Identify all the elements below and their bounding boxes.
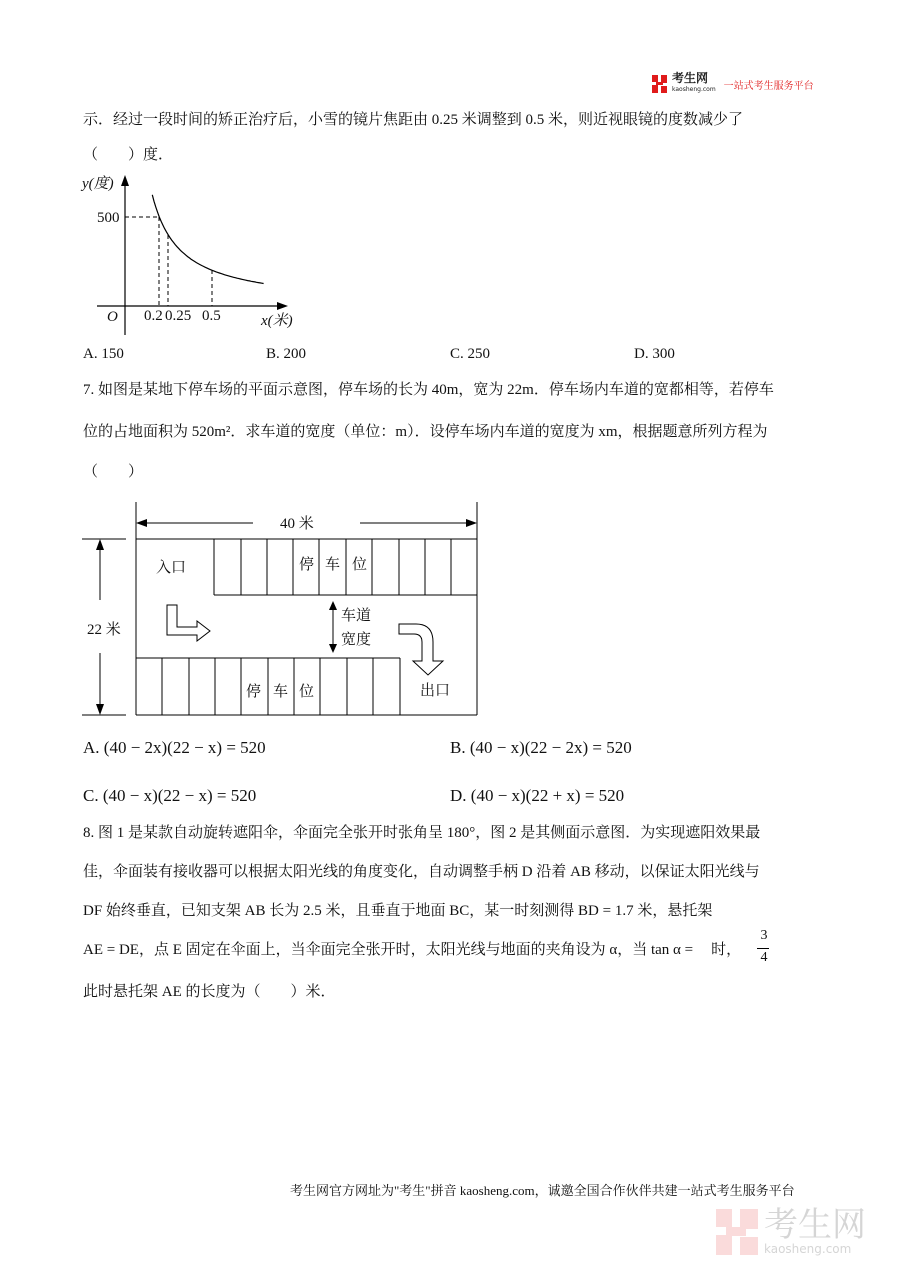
- q7-option-d: D. (40 − x)(22 + x) = 520: [450, 786, 625, 805]
- q8-text-line4: AE = DE，点 E 固定在伞面上，当伞面完全张开时，太阳光线与地面的夹角设为 α，当 tan α = 时，: [83, 942, 742, 958]
- diagram-lane-label: 宽度: [341, 632, 372, 648]
- q6-option-d: D. 300: [634, 346, 675, 362]
- q7-text-line3: （ ）: [83, 464, 144, 480]
- diagram-lane-label: 车道: [341, 608, 372, 624]
- graph-xtick: 0.25: [165, 308, 192, 324]
- graph-ylabel: y(度): [82, 176, 114, 192]
- parking-spot-label: 车: [273, 684, 289, 700]
- header-slogan: 一站式考生服务平台: [723, 80, 814, 92]
- q8-text-line1: 8. 图 1 是某款自动旋转遮阳伞，伞面完全张开时张角呈 180°，图 2 是其侧面示意图．为实现遮阳效果最: [83, 825, 761, 841]
- watermark-logo: 考生网 kaosheng.com: [716, 1208, 866, 1256]
- watermark-mark-icon: [716, 1209, 758, 1255]
- q7-option-c: C. (40 − x)(22 − x) = 520: [83, 786, 257, 805]
- parking-spot-label: 位: [299, 684, 315, 700]
- q6-text-line2: （ ）度．: [83, 147, 174, 163]
- q8-text-line2: 佳，伞面装有接收器可以根据太阳光线的角度变化，自动调整手柄 D 沿着 AB 移动，以保证太阳光线与: [83, 864, 760, 880]
- parking-spot-label: 车: [325, 557, 341, 573]
- q6-option-a: A. 150: [83, 346, 124, 362]
- q7-option-a: A. (40 − 2x)(22 − x) = 520: [83, 738, 266, 757]
- q6-option-c: C. 250: [450, 346, 491, 362]
- q6-text-line1: 示．经过一段时间的矫正治疗后，小雪的镜片焦距由 0.25 米调整到 0.5 米，则近视眼镜的度数减少了: [83, 112, 744, 128]
- diagram-entrance-label: 入口: [156, 560, 187, 576]
- q6-option-b: B. 200: [266, 346, 307, 362]
- q7-text-line1: 7. 如图是某地下停车场的平面示意图，停车场的长为 40m，宽为 22m．停车场内车道的宽都相等，若停车: [83, 382, 774, 398]
- footer-text: 考生网官方网址为"考生"拼音 kaosheng.com，诚邀全国合作伙伴共建一站式考生服务平台: [290, 1183, 795, 1198]
- fraction-denominator: 4: [760, 950, 768, 965]
- parking-spot-label: 停: [246, 684, 262, 700]
- q7-option-b: B. (40 − x)(22 − 2x) = 520: [450, 738, 632, 757]
- diagram-width-label: 22 米: [87, 622, 121, 638]
- q7-text-line2: 位的占地面积为 520m²．求车道的宽度（单位：m）．设停车场内车道的宽度为 xm，根据题意所列方程为: [83, 424, 768, 440]
- diagram-exit-label: 出口: [420, 683, 451, 699]
- graph-origin: O: [107, 309, 118, 325]
- fraction-bar: [757, 948, 769, 949]
- q8-text-line5: 此时悬托架 AE 的长度为（ ）米．: [83, 984, 336, 1000]
- graph-xtick: 0.5: [202, 308, 221, 324]
- graph-xtick: 0.2: [144, 308, 163, 324]
- diagram-length-label: 40 米: [280, 516, 314, 532]
- parking-spot-label: 停: [299, 557, 315, 573]
- q8-text-line3: DF 始终垂直，已知支架 AB 长为 2.5 米，且垂直于地面 BC，某一时刻测得 BD = 1.7 米，悬托架: [83, 903, 713, 919]
- graph-xlabel: x(米): [261, 313, 293, 329]
- fraction-numerator: 3: [760, 928, 768, 943]
- graph-ytick: 500: [97, 210, 120, 226]
- logo-brand: 考生网 kaosheng.com: [672, 71, 716, 93]
- parking-spot-label: 位: [352, 557, 368, 573]
